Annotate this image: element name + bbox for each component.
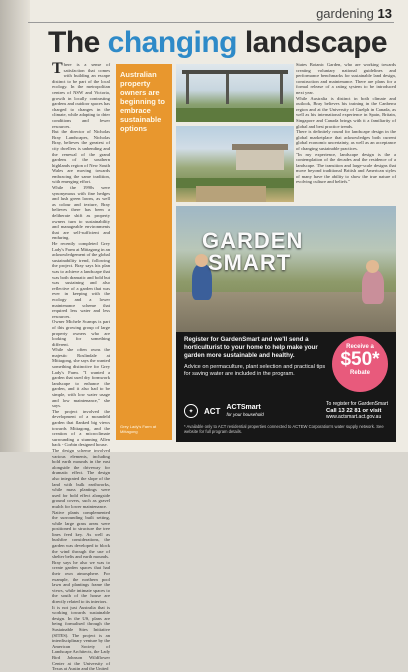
register-phone: Call 13 22 81 or visit <box>326 407 382 414</box>
body-paragraph: It is not just Australia that is working towards sustainable design. In the US, plans are being formalised through the Sustainable Sites Initiative (SITES). The project is an interdisciplinary venture by the American Society of Landscape Architects, the Lady Bird Johnson Wildflower Center at the University of Texas at Austin and the United <box>52 604 110 672</box>
body-paragraph: Owner Michele Scamps is part of this growing group of large property owners who are looking for something different. <box>52 319 110 347</box>
rebate-badge <box>332 336 388 392</box>
headline-part2: landscape <box>237 26 388 59</box>
gardensmart-advertisement <box>176 206 396 442</box>
ad-footnote: * Available only to ACT residential properties connected to ACTEW Corporation's water supply network. See website for full program details. <box>184 424 384 435</box>
badge-bottom: Rebate <box>349 370 370 376</box>
body-paragraph: There is definitely round for landscape design in the global marketplace that acknowledges both current global economic uncertainty, as well as an acceptance of changing sustainable practices. <box>296 129 396 151</box>
body-paragraph: He recently completed Grey Lady's Farm at Mittagong in an acknowledgement of the global sustainability trend, following the project. Bray says his plan was to achieve a landscape that was both dramatic and bold but was sustaining and also reflective of a garden that was ever in keeping with the ecology and a lower maintenance scheme that required less water and less resources. <box>52 241 110 319</box>
body-paragraph: "In my experience, landscape design is the a contemplation of the decades and the residence of a landscape. The transition and large-scale designs that move beyond traditional British and American styles of many have the ability to show the true nature of evolving culture and beliefs." <box>296 151 396 185</box>
brand-line-2: SMART <box>208 250 292 275</box>
actsmart-sub: for your household <box>226 412 264 417</box>
pergola-post <box>226 74 229 104</box>
brand-line-1: GARDEN <box>202 228 304 253</box>
section-name: gardening <box>316 6 374 21</box>
page-number: 13 <box>377 6 392 21</box>
ad-garden-photo <box>176 206 396 332</box>
pull-quote: Australian property owners are beginning to embrace sustainable options <box>120 70 165 133</box>
badge-top: Receive a <box>346 344 374 350</box>
badge-amount: $50* <box>340 349 380 370</box>
register-label: To register for GardenSmart <box>326 401 388 408</box>
body-paragraph: While Australia is distinct in both climate and outlook, Bray believes his training in the Canberra region and at the University of Guelph in Canada, as well as his international experience in Spain, Britain, Singapore and Canada brings with it a familiarity of global and best practice trends. <box>296 95 396 129</box>
house <box>236 150 284 170</box>
lawn <box>176 108 294 122</box>
body-paragraph: Native plants complemented the surrounding built setting, while large grass areas were positioned to structure the tree lines feed key. As well as bushfire considerations, the garden was developed to block the wind through the use of shelter belts and earth mounds. <box>52 509 110 560</box>
register-url: www.actsmart.act.gov.au <box>326 414 382 421</box>
headline-accent: changing <box>107 26 238 59</box>
article-column-4 <box>296 62 396 207</box>
ad-person-right-head <box>366 260 379 273</box>
page-gutter-shadow <box>0 0 30 452</box>
pergola-post <box>280 74 283 104</box>
headline-part1: The <box>48 26 108 59</box>
body-paragraph: here is a sense of satisfaction that comes with building an escape distinct to be part of the local ecology. In the metropolitan centres of NSW and Victoria, growth in locally contrasting gardens and outdoor spaces has charged to changes in the climate, while adapting to drier conditions and fewer resources. <box>52 62 110 129</box>
register-contact <box>326 401 388 421</box>
ad-lead-text: Register for GardenSmart and we'll send a horticulturist to your home to help make your garden more sustainable and healthy. <box>184 336 318 359</box>
section-header <box>316 6 392 21</box>
body-paragraph: The design scheme involved various elements, including bold earth mounds in the east alongside the driveway for dramatic effect. The design also integrated the slope of the land with bulk earthworks, while mass plantings were used for bold effect alongside ground covers, such as gravel mulch for lower maintenance. <box>52 447 110 509</box>
pergola-beam <box>182 70 288 74</box>
ad-person-right <box>362 270 384 304</box>
sponsor-logos <box>184 402 388 420</box>
body-paragraph: Bray says he also we was to create garden spaces that had their own atmosphere. For example, the northern pool lawn and plantings frame the views, while intimate spaces to the south of the house are directly related to its interiors. <box>52 559 110 604</box>
body-paragraph: The project involved the development of a moundeld garden that flanked big views towards Mittagong, and the creation of a microclimate surrounding a stunning Allen back - Corbin designed house. <box>52 408 110 448</box>
body-paragraph: But the director of Nicholas Bray Landscapes, Nicholas Bray, believes the greatest of city dwellers is unbending and the renewal of the grand gardens of the southern highlands region of New South Wales are moving towards embracing the same tradition, with emerging effort. <box>52 129 110 185</box>
garden-photo-pergola <box>176 64 294 122</box>
article-headline <box>48 26 387 60</box>
garden-photo-house <box>176 126 294 202</box>
actsmart-name: ACTSmart <box>226 404 261 411</box>
pergola-post <box>186 74 189 104</box>
dropcap: T <box>52 60 63 77</box>
header-rule <box>28 22 394 23</box>
ad-advice-text: Advice on permaculture, plant selection and practical tips for saving water are included in the program. <box>184 364 326 378</box>
actsmart-logo <box>226 404 263 418</box>
body-paragraph: While she often owns the majestic Roslindale at Mittagong, she says the wanted something distinctive for Grey Lady's Farm. "I wanted a garden that used dry formwork landscape to enhance the garden, and it also had to be simple, with low water usage and low maintenance," she says. <box>52 347 110 409</box>
gravel-path <box>196 186 266 202</box>
photo-caption: Grey Lady's Farm at Mittagong <box>120 424 157 434</box>
body-paragraph: States Botanic Garden, who are working towards creating voluntary national guidelines and performance benchmarks for sustainable land design, construction and maintenance. There are plans for a formal release of a rating system to be introduced next year. <box>296 62 396 95</box>
pull-quote-box <box>116 64 172 440</box>
act-logo: ACT <box>204 406 221 416</box>
gardensmart-logo <box>202 230 303 274</box>
body-paragraph: While the 1990s were synonymous with fine hedges and lush green lawns, as well as colour and texture, Bray believes there has been a deliberate shift as property owners turn to sustainability and manageable environments that are self-sufficient and enduring. <box>52 185 110 241</box>
act-government-crest-icon: ✦ <box>184 404 198 418</box>
ad-body <box>184 336 332 379</box>
article-column-1 <box>52 60 110 672</box>
